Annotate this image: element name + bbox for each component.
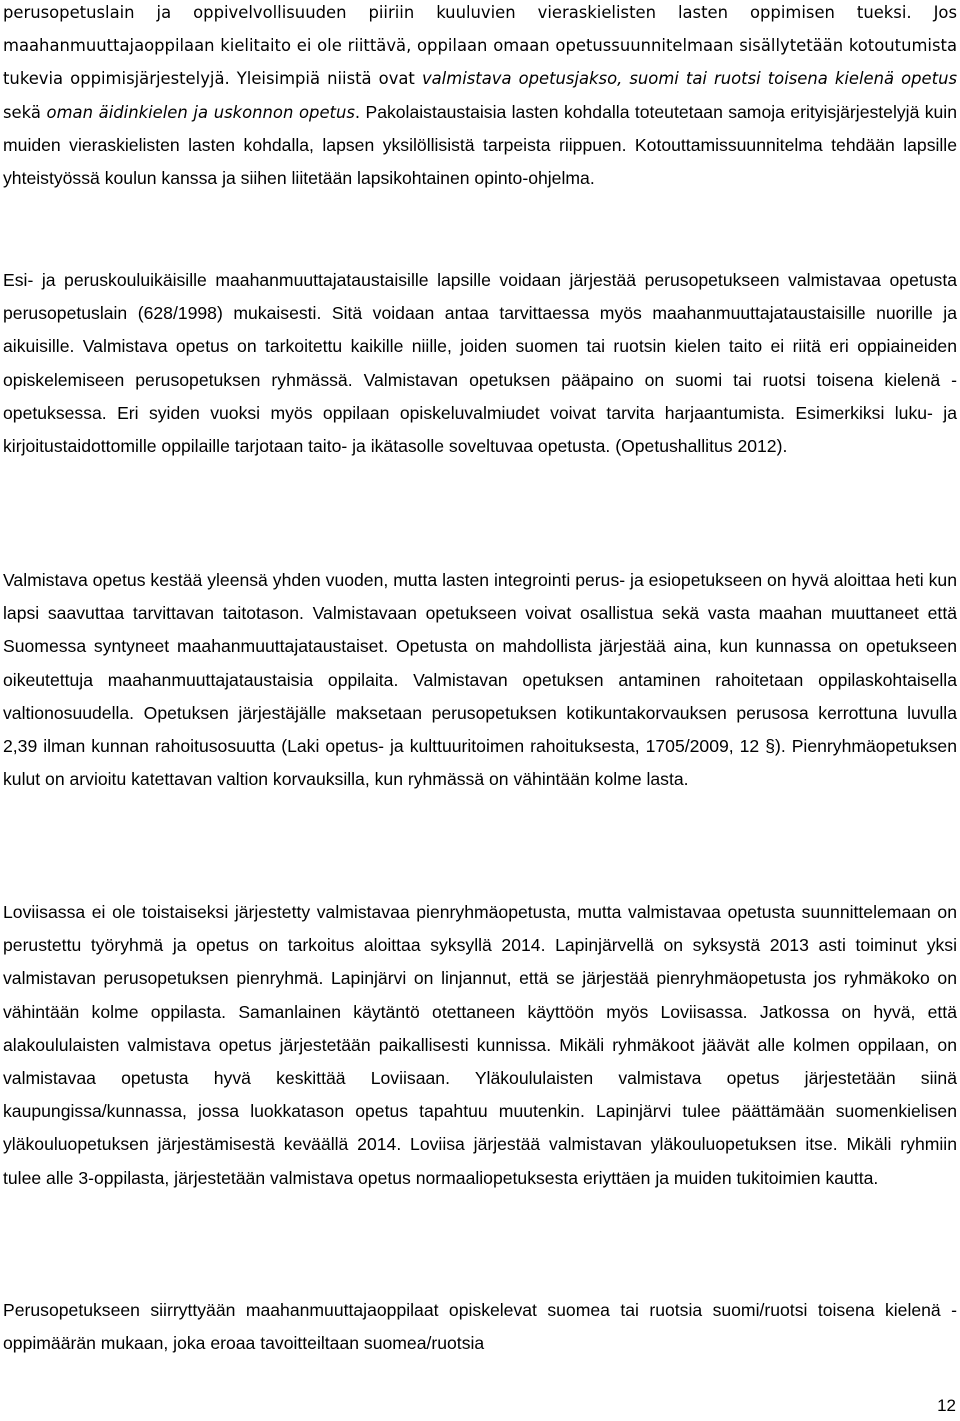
paragraph-3: Valmistava opetus kestää yleensä yhden vuoden, mutta lasten integrointi perus- ja esiopetukseen on hyvä aloittaa heti kun lapsi saavuttaa tarvittavan taitotason. Valmistavaan opetukseen voivat osallistua sekä vasta maahan muuttaneet että Suomessa syntyneet maahanmuuttajataustaiset. Opetusta on mahdollista järjestää aina, kun kunnassa on opetukseen oikeutettuja maahanmuuttajataustaisia oppilaita. Valmistavan opetuksen antaminen rahoitetaan oppilaskohtaisella valtionosuudella. Opetuksen järjestäjälle maksetaan perusopetuksen kotikuntakorvauksen perusosa kerrottuna luvulla 2,39 ilman kunnan rahoitusosuutta (Laki opetus- ja kulttuuritoimen rahoituksesta, 1705/2009, 12 §). Pienryhmäopetuksen kulut on arvioitu katettavan valtion korvauksilla, kun ryhmässä on vähintään kolme lasta. (3, 570, 957, 790)
paragraph-1-text-d: Pakolaistaustaisia lasten kohdalla toteutetaan samoja erityisjärjestelyjä kuin muiden vieraskielisten lasten kohdalla, lapsen yksilöllisistä tarpeista riippuen. Kotouttamissuunnitelma tehdään lapsille yhteistyössä koulun kanssa ja siihen liitetään lapsikohtainen opinto-ohjelma. (3, 101, 957, 189)
paragraph-1-text-a: perusopetuslain ja oppivelvollisuuden piiriin kuuluvien vieraskielisten lasten oppimisen tueksi. Jos maahanmuuttajaoppilaan kielitaito ei ole riittävä, oppilaan omaan opetussuunnitelmaan sisällytetään kotoutumista tukevia oppimisjärjestelyjä. Yleisimpiä niistä ovat (3, 3, 957, 89)
paragraph-1-text-c: . (354, 102, 361, 122)
paragraph-1-italic-2: oman äidinkielen ja uskonnon opetus (46, 102, 355, 122)
page-number: 12 (937, 1396, 956, 1415)
paragraph-1-text-b: sekä (3, 102, 47, 122)
paragraph-1 (3, 0, 957, 195)
paragraph-1-italic-1: valmistava opetusjakso, suomi tai ruotsi toisena kielenä opetus (421, 69, 957, 89)
paragraph-2: Esi- ja peruskouluikäisille maahanmuuttajataustaisille lapsille voidaan järjestää perusopetukseen valmistavaa opetusta perusopetuslain (628/1998) mukaisesti. Sitä voidaan antaa tarvittaessa myös maahanmuuttajataustaisille nuorille ja aikuisille. Valmistava opetus on tarkoitettu kaikille niille, joiden suomen tai ruotsin kielen taito ei riitä eri oppiaineiden opiskelemiseen perusopetuksen ryhmässä. Valmistavan opetuksen pääpaino on suomi tai ruotsi toisena kielenä -opetuksessa. Eri syiden vuoksi myös oppilaan opiskeluvalmiudet voivat tarvita harjaantumista. Esimerkiksi luku- ja kirjoitustaidottomille oppilaille tarjotaan taito- ja ikätasolle soveltuvaa opetusta. (Opetushallitus 2012). (3, 270, 957, 457)
paragraph-5: Perusopetukseen siirryttyään maahanmuuttajaoppilaat opiskelevat suomea tai ruotsia suomi/ruotsi toisena kielenä -oppimäärän mukaan, joka eroaa tavoitteiltaan suomea/ruotsia (3, 1300, 957, 1354)
paragraph-4: Loviisassa ei ole toistaiseksi järjestetty valmistavaa pienryhmäopetusta, mutta valmistavaa opetusta suunnittelemaan on perustettu työryhmä ja opetus on tarkoitus aloittaa syksyllä 2014. Lapinjärvellä on syksystä 2013 asti toiminut yksi valmistavan perusopetuksen pienryhmä. Lapinjärvi on linjannut, että se järjestää pienryhmäopetusta jos ryhmäkoko on vähintään kolme oppilasta. Samanlainen käytäntö otettaneen käyttöön myös Loviisassa. Jatkossa on hyvä, että alakoululaisten valmistava opetus järjestetään paikallisesti kunnissa. Mikäli ryhmäkoot jäävät alle kolmen oppilaan, on valmistavaa opetusta hyvä keskittää Loviisaan. Yläkoululaisten valmistava opetus järjestetään siinä kaupungissa/kunnassa, jossa luokkatason opetus tapahtuu muutenkin. Lapinjärvi tulee päättämään suomenkielisen yläkouluopetuksen järjestämisestä keväällä 2014. Loviisa järjestää valmistavan yläkouluopetuksen itse. Mikäli ryhmiin tulee alle 3-oppilasta, järjestetään valmistava opetus normaaliopetuksesta eriyttäen ja muiden tukitoimien kautta. (3, 902, 957, 1188)
